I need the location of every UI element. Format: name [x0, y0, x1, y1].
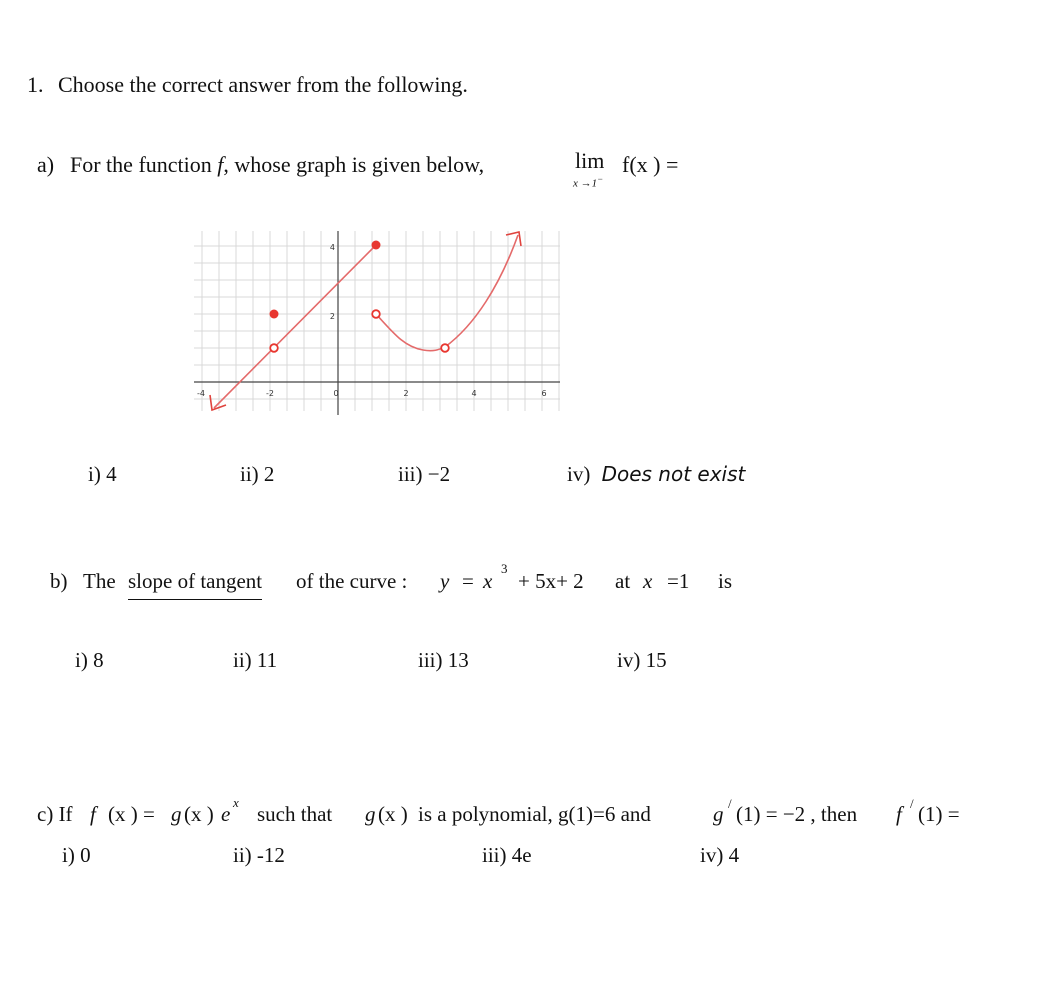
open-point — [372, 310, 380, 318]
part-c-g: g — [171, 802, 182, 826]
part-c-g3: g — [713, 802, 724, 826]
slope-of-tangent-text: slope of tangent — [128, 569, 262, 600]
part-c-g3v: (1) = −2 , then — [736, 802, 858, 826]
part-b-text-2: of the curve : — [296, 569, 408, 593]
part-c-f: f — [90, 802, 96, 826]
part-c-fx: (x ) = — [108, 802, 155, 826]
x-tick-label: 2 — [403, 389, 409, 398]
option-a-iii[interactable]: iii) −2 — [398, 462, 451, 486]
option-c-i[interactable]: i) 0 — [62, 843, 91, 867]
part-b-y: y — [440, 569, 450, 593]
linear-branch — [214, 245, 376, 408]
part-c-such: such that — [257, 802, 333, 826]
curve-branch — [376, 235, 518, 351]
part-c-g2x: (x ) — [378, 802, 408, 826]
x-tick-label: -2 — [266, 389, 274, 398]
question-number: 1. — [27, 72, 44, 97]
option-b-iii[interactable]: iii) 13 — [418, 648, 469, 672]
question-prompt: Choose the correct answer from the following. — [58, 72, 468, 97]
x-tick-label: 4 — [471, 389, 477, 398]
part-c-e: e — [221, 802, 231, 826]
x-tick-label: -4 — [197, 389, 205, 398]
limit-sub-sup: − — [597, 174, 604, 184]
part-c-f2v: (1) = — [918, 802, 960, 826]
part-b-text-1: The — [83, 569, 116, 593]
filled-point — [270, 310, 279, 319]
part-c-text-3: is a polynomial, g(1)=6 and — [418, 802, 651, 826]
part-a-label: a) — [37, 152, 55, 177]
part-c-label: c) If — [37, 802, 73, 826]
function-graph — [190, 225, 565, 420]
option-b-i[interactable]: i) 8 — [75, 648, 104, 672]
part-c-gx: (x ) — [184, 802, 214, 826]
part-c-e-exponent: x — [233, 795, 239, 810]
x-tick-label: 6 — [541, 389, 547, 398]
x-tick-label: 0 — [333, 389, 339, 398]
part-b-exponent: 3 — [501, 561, 508, 576]
part-b-rest: + 5x+ 2 — [518, 569, 584, 593]
part-b-x2: x — [643, 569, 653, 593]
option-a-ii[interactable]: ii) 2 — [240, 462, 275, 486]
limit-subscript — [573, 174, 603, 190]
filled-point — [372, 241, 381, 250]
part-a-text-2: , whose graph is given below, — [223, 152, 485, 177]
y-tick-label: 2 — [329, 312, 335, 321]
part-c-prime: / — [728, 796, 732, 811]
option-a-iv-text: Does not exist — [601, 462, 746, 486]
part-b-x: x — [483, 569, 493, 593]
part-b-label: b) — [50, 569, 68, 593]
limit-expression: f(x ) = — [622, 152, 679, 177]
option-a-iv[interactable] — [567, 462, 745, 487]
part-a-func: f — [217, 152, 224, 177]
limit-sub-text: x →1 — [573, 177, 598, 190]
option-b-ii[interactable]: ii) 11 — [233, 648, 278, 672]
part-a-text — [70, 152, 484, 178]
part-b-eq2: =1 — [667, 569, 690, 593]
part-c-prime2: / — [910, 796, 914, 811]
part-a-text-1: For the function — [70, 152, 212, 177]
open-point — [270, 344, 278, 352]
option-a-iv-prefix: iv) — [567, 462, 591, 486]
option-c-iii[interactable]: iii) 4e — [482, 843, 532, 867]
part-b-underlined — [128, 569, 262, 594]
y-tick-label: 4 — [329, 243, 335, 252]
option-a-i[interactable]: i) 4 — [88, 462, 117, 486]
part-c-f2: f — [896, 802, 902, 826]
option-c-iv[interactable]: iv) 4 — [700, 843, 740, 867]
part-b-at: at — [615, 569, 631, 593]
part-b-eq: = — [462, 569, 474, 593]
option-b-iv[interactable]: iv) 15 — [617, 648, 667, 672]
option-c-ii[interactable]: ii) -12 — [233, 843, 285, 867]
part-c-g2: g — [365, 802, 376, 826]
limit-word: lim — [575, 148, 605, 173]
part-b-is: is — [718, 569, 733, 593]
open-point — [441, 344, 449, 352]
